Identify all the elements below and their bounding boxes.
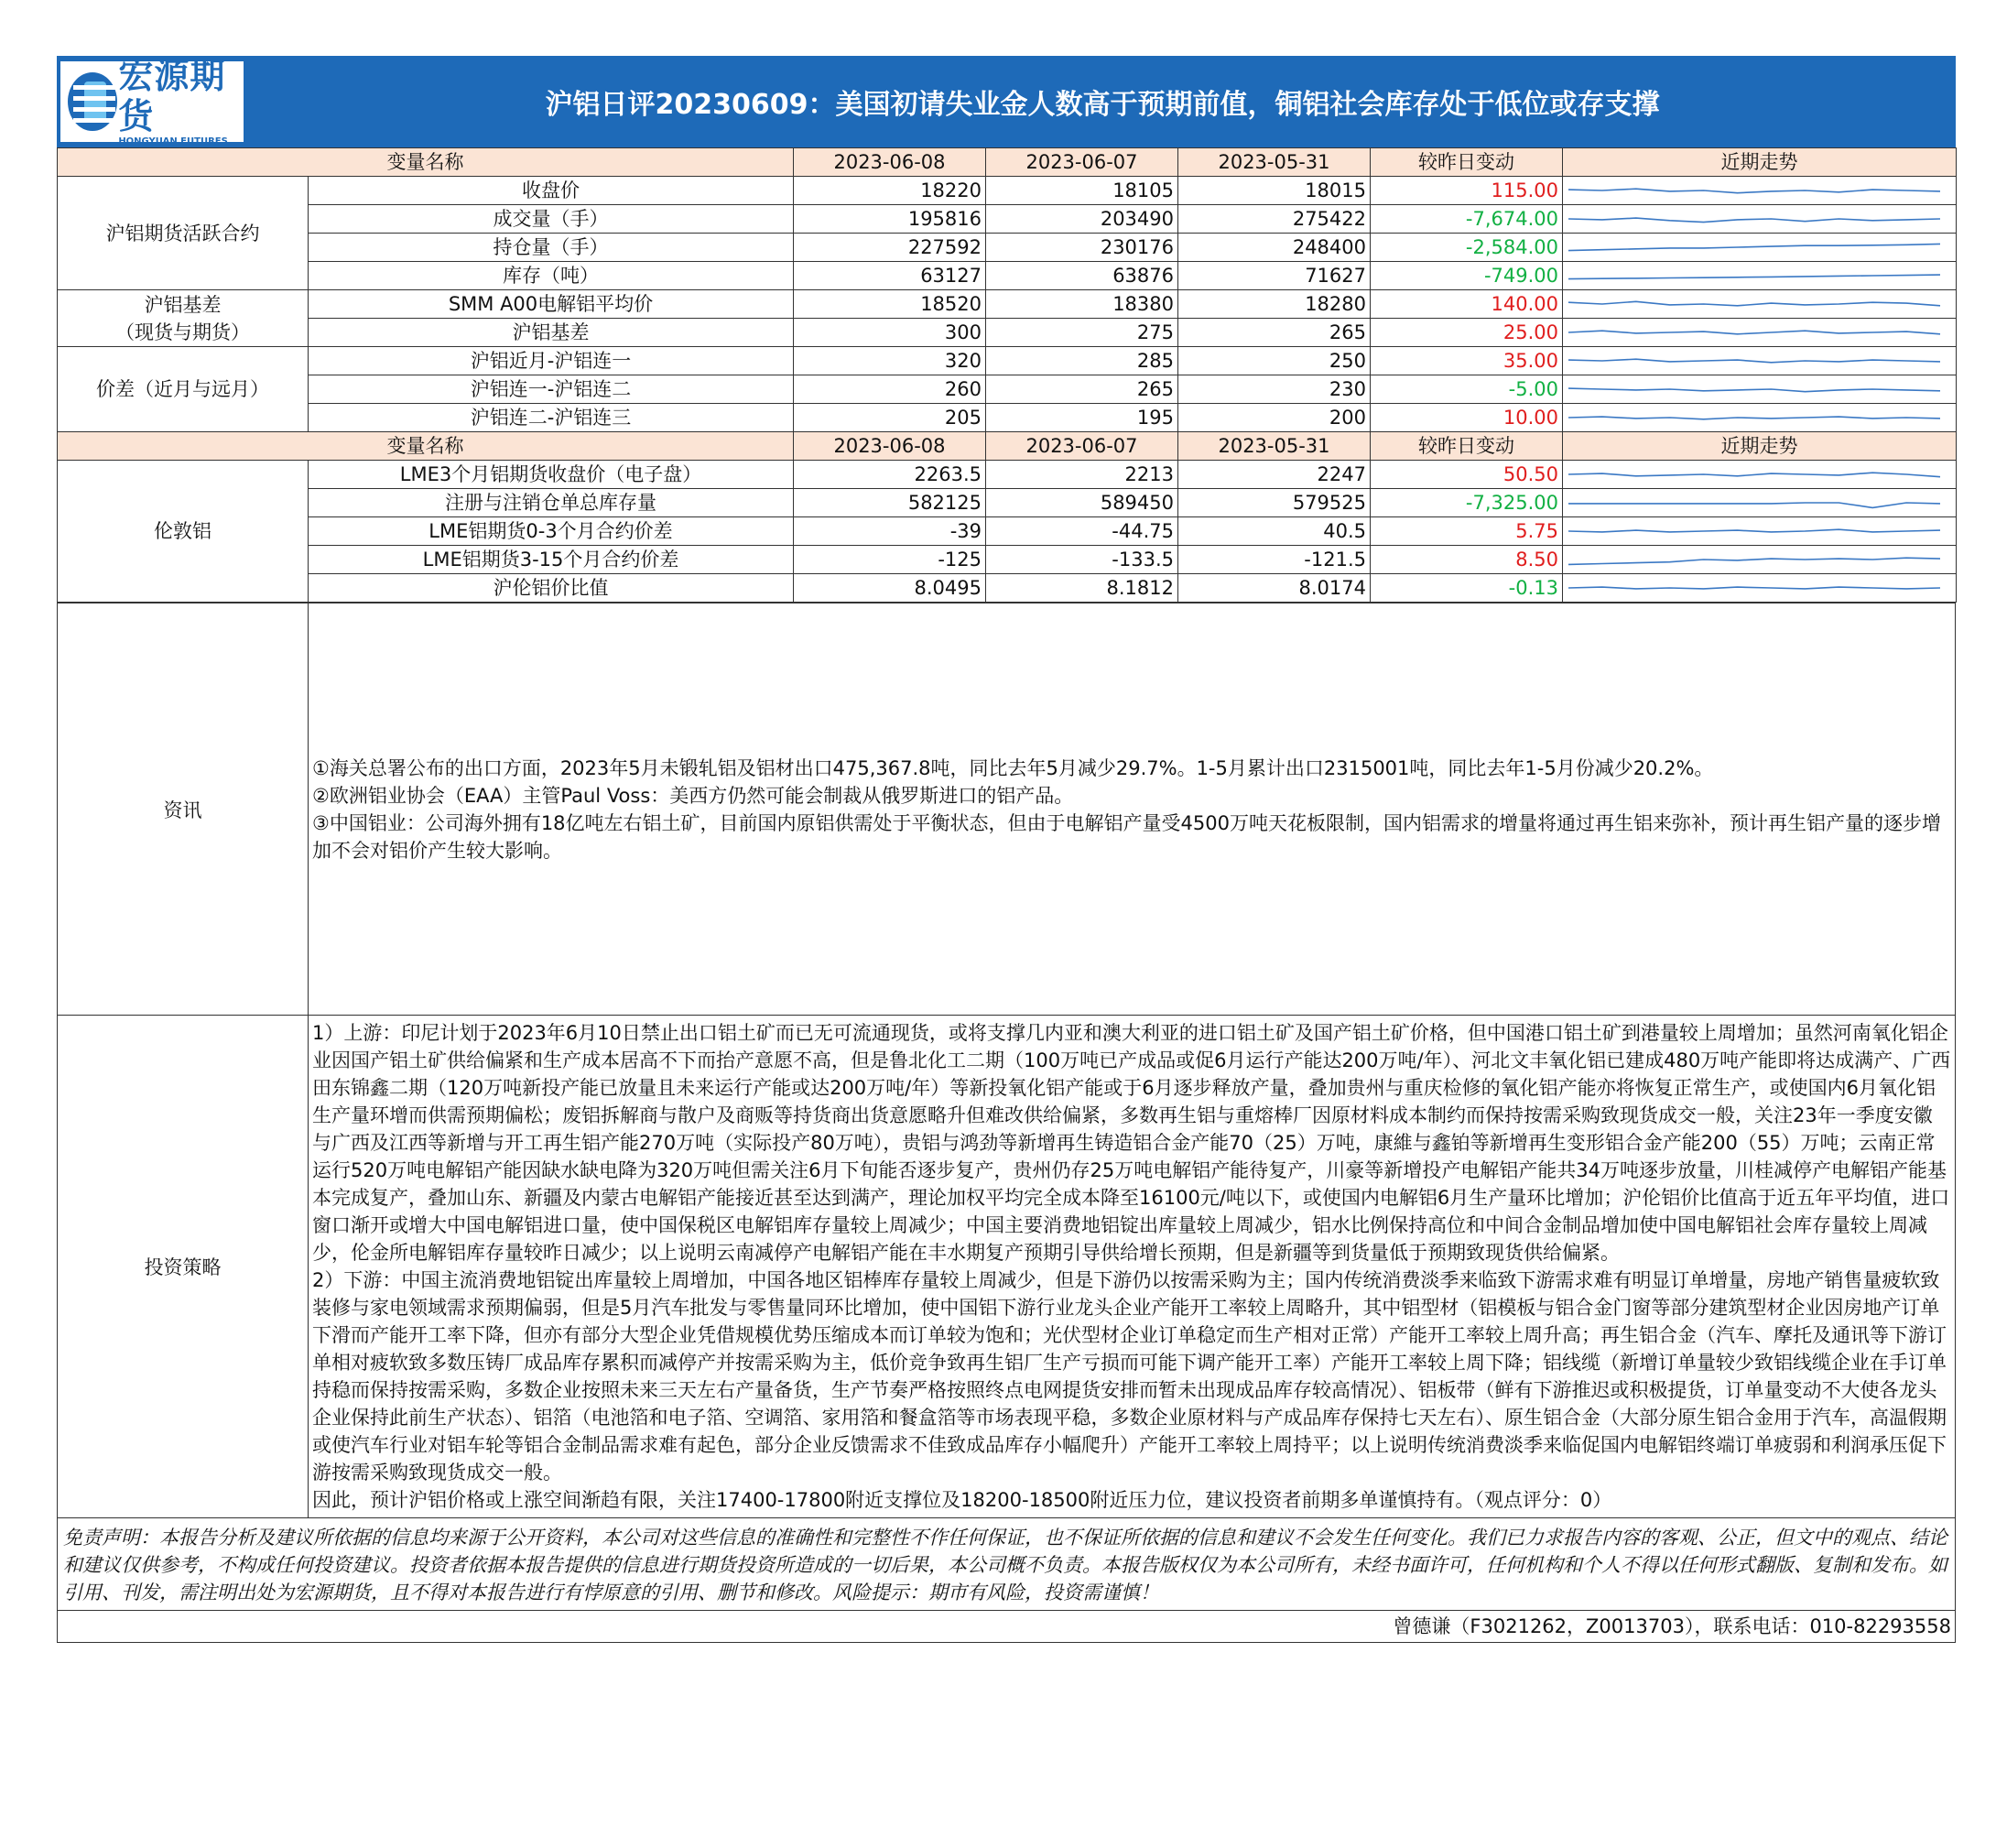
value-date-3: 2247 [1178, 461, 1371, 489]
trend-cell [1563, 375, 1957, 404]
sparkline [1567, 464, 1942, 484]
strategy-row [58, 1016, 1956, 1518]
header-trend: 近期走势 [1563, 432, 1957, 461]
variable-name: 库存（吨） [309, 262, 794, 290]
strategy-content [309, 1016, 1956, 1518]
trend-cell [1563, 205, 1957, 234]
sparkline-path [1568, 244, 1940, 250]
sparkline-path [1568, 587, 1940, 589]
value-date-2: 589450 [986, 489, 1178, 517]
variable-name: LME3个月铝期货收盘价（电子盘） [309, 461, 794, 489]
sparkline-path [1568, 359, 1940, 363]
value-date-1: 18520 [794, 290, 986, 319]
sparkline-path [1568, 331, 1940, 334]
value-date-3: 18015 [1178, 177, 1371, 205]
daily-change: 50.50 [1371, 461, 1563, 489]
news-item: ③中国铝业：公司海外拥有18亿吨左右铝土矿，目前国内原铝供需处于平衡状态，但由于电解铝产量受4500万吨天花板限制，国内铝需求的增量将通过再生铝来弥补，预计再生铝产量的逐步增加不会对铝价产生较大影响。 [312, 811, 1941, 862]
value-date-2: -133.5 [986, 546, 1178, 574]
value-date-2: 275 [986, 319, 1178, 347]
daily-change: 5.75 [1371, 517, 1563, 546]
value-date-3: 40.5 [1178, 517, 1371, 546]
value-date-1: 18220 [794, 177, 986, 205]
value-date-1: 205 [794, 404, 986, 432]
value-date-1: 320 [794, 347, 986, 375]
daily-change: -7,674.00 [1371, 205, 1563, 234]
sparkline [1567, 549, 1942, 570]
table-row [58, 262, 1957, 290]
variable-name: 沪铝连一-沪铝连二 [309, 375, 794, 404]
value-date-1: 260 [794, 375, 986, 404]
variable-name: 沪铝基差 [309, 319, 794, 347]
strategy-paragraph: 2）下游：中国主流消费地铝锭出库量较上周增加，中国各地区铝棒库存量较上周减少，但是下游仍以按需采购为主；国内传统消费淡季来临致下游需求难有明显订单增量，房地产销售量疲软致装修与家电领域需求预期偏弱，但是5月汽车批发与零售量同环比增加，使中国铝下游行业龙头企业产能开工率较上周略升，其中铝型材（铝模板与铝合金门窗等部分建筑型材企业因房地产订单下滑而产能开工率下降，但亦有部分大型企业凭借规模优势压缩成本而订单较为饱和；光伏型材企业订单稳定而生产相对正常）产能开工率较上周升高；再生铝合金（汽车、摩托及通讯等下游订单相对疲软致多数压铸厂成品库存累积而减停产并按需采购为主，低价竞争致再生铝厂生产亏损而可能下调产能开工率）产能开工率较上周下降；铝线缆（新增订单量较少致铝线缆企业在手订单持稳而保持按需采购，多数企业按照未来三天左右产量备货，生产节奏严格按照终点电网提货安排而暂未出现成品库存较高情况）、铝板带（鲜有下游推迟或积极提货，订单量变动不大使各龙头企业保持此前生产状态）、铝箔（电池箔和电子箔、空调箔、家用箔和餐盒箔等市场表现平稳，多数企业原材料与产成品库存保持七天左右）、原生铝合金（大部分原生铝合金用于汽车，高温假期或使汽车行业对铝车轮等铝合金制品需求难有起色，部分企业反馈需求不佳致成品库存小幅爬升）产能开工率较上周持平；以上说明传统消费淡季来临促国内电解铝终端订单疲弱和利润承压促下游按需采购致现货成交一般。 [312, 1269, 1947, 1484]
header-date-3: 2023-05-31 [1178, 432, 1371, 461]
header-variable: 变量名称 [58, 432, 794, 461]
value-date-3: 71627 [1178, 262, 1371, 290]
table-header-row [58, 148, 1957, 177]
trend-cell [1563, 262, 1957, 290]
variable-name: 沪铝连二-沪铝连三 [309, 404, 794, 432]
trend-cell [1563, 290, 1957, 319]
header-date-3: 2023-05-31 [1178, 148, 1371, 177]
table-header-row [58, 432, 1957, 461]
table-row [58, 574, 1957, 603]
sparkline [1567, 379, 1942, 399]
daily-change: -2,584.00 [1371, 234, 1563, 262]
header-date-2: 2023-06-07 [986, 432, 1178, 461]
report-title: 沪铝日评20230609：美国初请失业金人数高于预期前值，铜铝社会库存处于低位或存支撑 [545, 89, 1660, 121]
value-date-3: 250 [1178, 347, 1371, 375]
table-row [58, 234, 1957, 262]
analyst-contact: 曾德谦（F3021262，Z0013703），联系电话：010-82293558 [57, 1611, 1956, 1643]
value-date-2: -44.75 [986, 517, 1178, 546]
value-date-2: 63876 [986, 262, 1178, 290]
header-change: 较昨日变动 [1371, 148, 1563, 177]
sparkline-path [1568, 189, 1940, 193]
sparkline [1567, 578, 1942, 598]
value-date-1: 63127 [794, 262, 986, 290]
table-row [58, 347, 1957, 375]
daily-change: 10.00 [1371, 404, 1563, 432]
trend-cell [1563, 319, 1957, 347]
daily-change: 8.50 [1371, 546, 1563, 574]
strategy-paragraph: 1）上游：印尼计划于2023年6月10日禁止出口铝土矿而已无可流通现货，或将支撑几内亚和澳大利亚的进口铝土矿及国产铝土矿价格，但中国港口铝土矿到港量较上周增加；虽然河南氧化铝企业因国产铝土矿供给偏紧和生产成本居高不下而抬产意愿不高，但是鲁北化工二期（100万吨已产成品或促6月运行产能达200万吨/年）、河北文丰氧化铝已建成480万吨产能即将达成满产、广西田东锦鑫二期（120万吨新投产能已放量且未来运行产能或达200万吨/年）等新投氧化铝产能或于6月逐步释放产量，叠加贵州与重庆检修的氧化铝产能亦将恢复正常生产，或使国内6月氧化铝生产量环增而供需预期偏松；废铝拆解商与散户及商贩等持货商出货意愿略升但难改供给偏紧，多数再生铝与重熔棒厂因原材料成本制约而保持按需采购致现货成交一般，关注23年一季度安徽与广西及江西等新增与开工再生铝产能270万吨（实际投产80万吨），贵铝与鸿劲等新增再生铸造铝合金产能70（25）万吨，康維与鑫铂等新增再生变形铝合金产能200（55）万吨；云南正常运行520万吨电解铝产能因缺水缺电降为320万吨但需关注6月下旬能否逐步复产，贵州仍存25万吨电解铝产能待复产，川豪等新增投产电解铝产能共34万吨逐步放量，川桂减停产电解铝产能基本完成复产，叠加山东、新疆及内蒙古电解铝产能接近甚至达到满产，理论加权平均完全成本降至16100元/吨以下，或使国内电解铝6月生产量环比增加；沪伦铝价比值高于近五年平均值，进口窗口渐开或增大中国电解铝进口量，使中国保税区电解铝库存量较上周减少；中国主要消费地铝锭出库量较上周减少，铝水比例保持高位和中间合金制品增加使中国电解铝社会库存量较上周减少，伦金所电解铝库存量较昨日减少；以上说明云南减停产电解铝产能在丰水期复产预期引导供给增长预期，但是新疆等到货量低于预期致现货供给偏紧。 [312, 1022, 1951, 1264]
table-row [58, 404, 1957, 432]
header-date-1: 2023-06-08 [794, 148, 986, 177]
value-date-1: 300 [794, 319, 986, 347]
category-label: 沪铝基差 （现货与期货） [58, 290, 309, 347]
sparkline-path [1568, 388, 1940, 392]
table-row [58, 546, 1957, 574]
trend-cell [1563, 461, 1957, 489]
report-sheet [57, 56, 1956, 1643]
sparkline [1567, 209, 1942, 229]
daily-change: 35.00 [1371, 347, 1563, 375]
variable-name: 成交量（手） [309, 205, 794, 234]
daily-change: 25.00 [1371, 319, 1563, 347]
value-date-2: 203490 [986, 205, 1178, 234]
header-date-1: 2023-06-08 [794, 432, 986, 461]
daily-change: -0.13 [1371, 574, 1563, 603]
logo-icon [68, 72, 111, 131]
table-row [58, 375, 1957, 404]
commentary-table [57, 603, 1956, 1518]
news-item: ①海关总署公布的出口方面，2023年5月未锻轧铝及铝材出口475,367.8吨，同比去年5月减少29.7%。1-5月累计出口2315001吨，同比去年1-5月份减少20.2%。 [312, 756, 1714, 779]
logo-text-en: HONGYUAN FUTURES [118, 136, 228, 147]
header-trend: 近期走势 [1563, 148, 1957, 177]
table-row [58, 319, 1957, 347]
strategy-label: 投资策略 [58, 1016, 309, 1518]
value-date-1: 195816 [794, 205, 986, 234]
variable-name: 沪铝近月-沪铝连一 [309, 347, 794, 375]
disclaimer: 免责声明：本报告分析及建议所依据的信息均来源于公开资料，本公司对这些信息的准确性和完整性不作任何保证，也不保证所依据的信息和建议不会发生任何变化。我们已力求报告内容的客观、公正，但文中的观点、结论和建议仅供参考，不构成任何投资建议。投资者依据本报告提供的信息进行期货投资所造成的一切后果，本公司概不负责。本报告版权仅为本公司所有，未经书面许可，任何机构和个人不得以任何形式翻版、复制和发布。如引用、刊发，需注明出处为宏源期货，且不得对本报告进行有悖原意的引用、删节和修改。风险提示：期市有风险，投资需谨慎！ [57, 1518, 1956, 1611]
value-date-2: 8.1812 [986, 574, 1178, 603]
value-date-1: 227592 [794, 234, 986, 262]
table-row [58, 461, 1957, 489]
sparkline-path [1568, 558, 1940, 564]
value-date-1: 2263.5 [794, 461, 986, 489]
header-date-2: 2023-06-07 [986, 148, 1178, 177]
trend-cell [1563, 234, 1957, 262]
news-label: 资讯 [58, 603, 309, 1016]
sparkline-path [1568, 473, 1940, 477]
value-date-2: 230176 [986, 234, 1178, 262]
market-data-table [57, 147, 1957, 603]
strategy-paragraph: 因此，预计沪铝价格或上涨空间渐趋有限，关注17400-17800附近支撑位及18200-18500附近压力位，建议投资者前期多单谨慎持有。（观点评分：0） [312, 1489, 1612, 1511]
value-date-1: 582125 [794, 489, 986, 517]
news-row [58, 603, 1956, 1016]
table-row [58, 290, 1957, 319]
sparkline-path [1568, 503, 1940, 507]
header-change: 较昨日变动 [1371, 432, 1563, 461]
company-logo [60, 56, 244, 147]
trend-cell [1563, 404, 1957, 432]
sparkline [1567, 322, 1942, 342]
value-date-3: 230 [1178, 375, 1371, 404]
daily-change: 140.00 [1371, 290, 1563, 319]
value-date-3: -121.5 [1178, 546, 1371, 574]
variable-name: 收盘价 [309, 177, 794, 205]
value-date-2: 18105 [986, 177, 1178, 205]
trend-cell [1563, 546, 1957, 574]
value-date-3: 579525 [1178, 489, 1371, 517]
sparkline [1567, 408, 1942, 428]
variable-name: 持仓量（手） [309, 234, 794, 262]
sparkline-path [1568, 218, 1940, 223]
value-date-1: 8.0495 [794, 574, 986, 603]
table-row [58, 177, 1957, 205]
value-date-3: 8.0174 [1178, 574, 1371, 603]
trend-cell [1563, 574, 1957, 603]
table-row [58, 517, 1957, 546]
value-date-3: 18280 [1178, 290, 1371, 319]
sparkline-path [1568, 301, 1940, 306]
trend-cell [1563, 517, 1957, 546]
trend-cell [1563, 347, 1957, 375]
category-label: 价差（近月与远月） [58, 347, 309, 432]
header-variable: 变量名称 [58, 148, 794, 177]
variable-name: 注册与注销仓单总库存量 [309, 489, 794, 517]
sparkline-path [1568, 529, 1940, 532]
value-date-3: 275422 [1178, 205, 1371, 234]
daily-change: -7,325.00 [1371, 489, 1563, 517]
sparkline [1567, 266, 1942, 286]
trend-cell [1563, 177, 1957, 205]
sparkline [1567, 294, 1942, 314]
sparkline-path [1568, 275, 1940, 279]
sparkline [1567, 521, 1942, 541]
value-date-3: 265 [1178, 319, 1371, 347]
value-date-3: 248400 [1178, 234, 1371, 262]
news-content [309, 603, 1956, 1016]
value-date-2: 18380 [986, 290, 1178, 319]
sparkline [1567, 493, 1942, 513]
value-date-2: 195 [986, 404, 1178, 432]
sparkline-path [1568, 417, 1940, 419]
news-item: ②欧洲铝业协会（EAA）主管Paul Voss：美西方仍然可能会制裁从俄罗斯进口的铝产品。 [312, 784, 1074, 807]
daily-change: -749.00 [1371, 262, 1563, 290]
category-label: 沪铝期货活跃合约 [58, 177, 309, 290]
value-date-2: 265 [986, 375, 1178, 404]
sparkline [1567, 237, 1942, 257]
daily-change: -5.00 [1371, 375, 1563, 404]
sparkline [1567, 180, 1942, 201]
logo-text-cn: 宏源期货 [118, 56, 226, 136]
value-date-2: 2213 [986, 461, 1178, 489]
table-row [58, 205, 1957, 234]
value-date-3: 200 [1178, 404, 1371, 432]
value-date-2: 285 [986, 347, 1178, 375]
variable-name: LME铝期货0-3个月合约价差 [309, 517, 794, 546]
report-header [57, 56, 1956, 147]
value-date-1: -125 [794, 546, 986, 574]
value-date-1: -39 [794, 517, 986, 546]
daily-change: 115.00 [1371, 177, 1563, 205]
variable-name: LME铝期货3-15个月合约价差 [309, 546, 794, 574]
sparkline [1567, 351, 1942, 371]
category-label: 伦敦铝 [58, 461, 309, 603]
variable-name: SMM A00电解铝平均价 [309, 290, 794, 319]
table-row [58, 489, 1957, 517]
variable-name: 沪伦铝价比值 [309, 574, 794, 603]
trend-cell [1563, 489, 1957, 517]
